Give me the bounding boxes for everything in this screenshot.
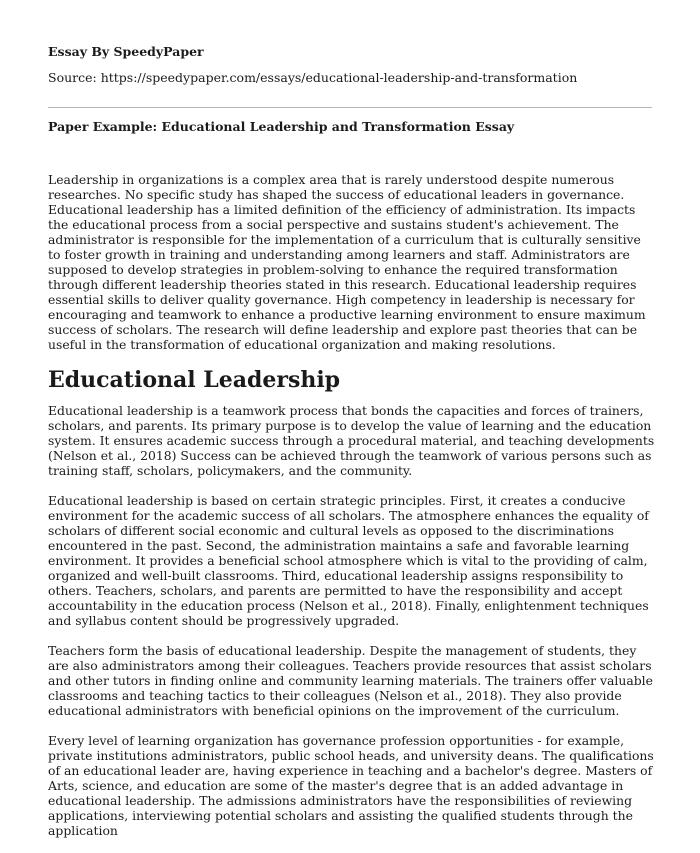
intro-paragraph: Leadership in organizations is a complex area that is rarely understood despite numerous researches. No specific study has shaped the success of educational leaders in governance. Educational leadership has a limited definition of the efficiency of administration. Its impacts the educational process from a social perspective and sustains student's achievement. The administrator is responsible for the implementation of a curriculum that is culturally sensitive to foster growth in training and understanding among learners and staff. Administrators are supposed to develop strategies in problem-solving to enhance the required transformation through different leadership theories stated in this research. Educational leadership requires essential skills to deliver quality governance. High competency in leadership is necessary for encouraging and teamwork to enhance a productive learning environment to ensure maximum success of scholars. The research will define leadership and explore past theories that can be useful in the transformation of educational organization and making resolutions. bbox=[48, 172, 646, 352]
header-divider bbox=[48, 107, 652, 108]
body-paragraph-4: Every level of learning organization has governance profession opportunities - for example, private institutions administrators, public school heads, and university deans. The qualifications of an educational leader are, having experience in teaching and a bachelor's degree. Masters of Arts, science, and education are some of the master's degree that is an added advantage in educational leadership. The admissions administrators have the responsibilities of reviewing applications, interviewing potential scholars and assisting the qualified students through the application bbox=[48, 733, 654, 838]
essay-body bbox=[48, 172, 656, 853]
document-source-line: Source: https://speedypaper.com/essays/educational-leadership-and-transformation bbox=[48, 70, 578, 85]
section-heading: Educational Leadership bbox=[48, 367, 341, 393]
body-paragraph-3: Teachers form the basis of educational leadership. Despite the management of students, they are also administrators among their colleagues. Teachers provide resources that assist scholars and other tutors in finding online and community learning materials. The trainers offer valuable classrooms and teaching tactics to their colleagues (Nelson et al., 2018). They also provide educational administrators with beneficial opinions on the improvement of the curriculum. bbox=[48, 643, 653, 718]
paper-title: Paper Example: Educational Leadership and Transformation Essay bbox=[48, 119, 515, 134]
body-paragraph-2: Educational leadership is based on certain strategic principles. First, it creates a conducive environment for the academic success of all scholars. The atmosphere enhances the equality of scholars of different social economic and cultural levels as opposed to the discriminations encountered in the past. Second, the administration maintains a safe and favorable learning environment. It provides a beneficial school atmosphere which is vital to the providing of calm, organized and well-built classrooms. Third, educational leadership assigns responsibility to others. Teachers, scholars, and parents are permitted to have the responsibility and accept accountability in the education process (Nelson et al., 2018). Finally, enlightenment techniques and syllabus content should be progressively upgraded. bbox=[48, 493, 649, 628]
document-header-title: Essay By SpeedyPaper bbox=[48, 44, 204, 59]
body-paragraph-1: Educational leadership is a teamwork process that bonds the capacities and forces of trainers, scholars, and parents. Its primary purpose is to develop the value of learning and the education system. It ensures academic success through a procedural material, and teaching developments (Nelson et al., 2018) Success can be achieved through the teamwork of various persons such as training staff, scholars, policymakers, and the community. bbox=[48, 403, 655, 478]
